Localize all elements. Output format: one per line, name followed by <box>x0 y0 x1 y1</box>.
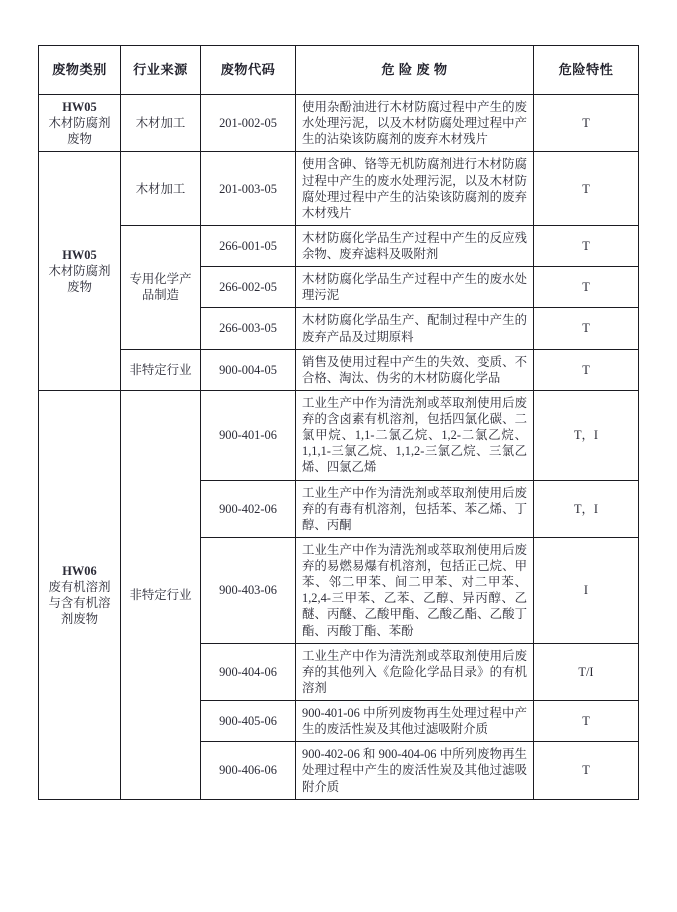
cell-industry-source: 木材加工 <box>121 152 201 226</box>
cell-hazardous-waste: 工业生产中作为清洗剂或萃取剂使用后废弃的有毒有机溶剂，包括苯、苯乙烯、丁醇、丙酮 <box>296 480 534 537</box>
column-header-category: 废物类别 <box>39 46 121 95</box>
cell-hazard-property: T <box>534 701 639 742</box>
category-name: 木材防腐剂废物 <box>48 116 111 147</box>
table-row <box>39 152 639 226</box>
cell-hazardous-waste: 木材防腐化学品生产过程中产生的废水处理污泥 <box>296 267 534 308</box>
table-row <box>39 390 639 480</box>
cell-waste-code: 900-403-06 <box>201 537 296 643</box>
cell-hazard-property: I <box>534 537 639 643</box>
cell-hazardous-waste: 使用含砷、铬等无机防腐剂进行木材防腐过程中产生的废水处理污泥，以及木材防腐处理过程中产生的沾染该防腐剂的废弃木材残片 <box>296 152 534 226</box>
cell-hazard-property: T，I <box>534 390 639 480</box>
cell-hazardous-waste: 工业生产中作为清洗剂或萃取剂使用后废弃的其他列入《危险化学品目录》的有机溶剂 <box>296 643 534 700</box>
table-row <box>39 95 639 152</box>
column-header-waste-code: 废物代码 <box>201 46 296 95</box>
cell-waste-code: 900-406-06 <box>201 742 296 799</box>
cell-hazard-property: T/I <box>534 643 639 700</box>
cell-hazardous-waste: 木材防腐化学品生产、配制过程中产生的废弃产品及过期原料 <box>296 308 534 349</box>
cell-hazard-property: T <box>534 225 639 266</box>
cell-hazard-property: T <box>534 308 639 349</box>
column-header-hazardous-waste: 危 险 废 物 <box>296 46 534 95</box>
cell-hazard-property: T <box>534 349 639 390</box>
cell-waste-code: 900-004-05 <box>201 349 296 390</box>
category-code: HW05 <box>62 247 97 262</box>
cell-hazard-property: T <box>534 95 639 152</box>
cell-hazardous-waste: 使用杂酚油进行木材防腐过程中产生的废水处理污泥，以及木材防腐处理过程中产生的沾染该防腐剂的废弃木材残片 <box>296 95 534 152</box>
cell-hazard-property: T，I <box>534 480 639 537</box>
category-name: 废有机溶剂与含有机溶剂废物 <box>48 579 111 626</box>
cell-industry-source: 专用化学产品制造 <box>121 225 201 349</box>
cell-industry-source: 木材加工 <box>121 95 201 152</box>
cell-hazardous-waste: 900-401-06 中所列废物再生处理过程中产生的废活性炭及其他过滤吸附介质 <box>296 701 534 742</box>
table-header-row <box>39 46 639 95</box>
cell-hazard-property: T <box>534 267 639 308</box>
cell-industry-source: 非特定行业 <box>121 349 201 390</box>
cell-hazardous-waste: 销售及使用过程中产生的失效、变质、不合格、淘汰、伪劣的木材防腐化学品 <box>296 349 534 390</box>
category-code: HW06 <box>62 563 97 578</box>
cell-waste-category <box>39 95 121 152</box>
cell-waste-category <box>39 390 121 799</box>
cell-waste-code: 900-404-06 <box>201 643 296 700</box>
cell-hazardous-waste: 900-402-06 和 900-404-06 中所列废物再生处理过程中产生的废活性炭及其他过滤吸附介质 <box>296 742 534 799</box>
category-name: 木材防腐剂废物 <box>48 264 111 295</box>
cell-waste-code: 201-003-05 <box>201 152 296 226</box>
cell-waste-code: 201-002-05 <box>201 95 296 152</box>
cell-waste-code: 900-401-06 <box>201 390 296 480</box>
table-row <box>39 225 639 266</box>
column-header-industry: 行业来源 <box>121 46 201 95</box>
cell-waste-code: 266-002-05 <box>201 267 296 308</box>
hazardous-waste-table <box>38 45 639 800</box>
cell-waste-code: 900-402-06 <box>201 480 296 537</box>
table-row <box>39 349 639 390</box>
cell-hazardous-waste: 木材防腐化学品生产过程中产生的反应残余物、废弃滤料及吸附剂 <box>296 225 534 266</box>
cell-hazard-property: T <box>534 152 639 226</box>
cell-waste-category <box>39 152 121 391</box>
cell-hazardous-waste: 工业生产中作为清洗剂或萃取剂使用后废弃的含卤素有机溶剂，包括四氯化碳、二氯甲烷、1,1-二氯乙烷、1,2-二氯乙烷、1,1,1-三氯乙烷、1,1,2-三氯乙烷、三氯乙烯、四氯乙烯 <box>296 390 534 480</box>
category-code: HW05 <box>62 100 97 114</box>
cell-waste-code: 266-001-05 <box>201 225 296 266</box>
column-header-hazard-property: 危险特性 <box>534 46 639 95</box>
cell-waste-code: 266-003-05 <box>201 308 296 349</box>
cell-hazard-property: T <box>534 742 639 799</box>
cell-waste-code: 900-405-06 <box>201 701 296 742</box>
cell-industry-source: 非特定行业 <box>121 390 201 799</box>
cell-hazardous-waste: 工业生产中作为清洗剂或萃取剂使用后废弃的易燃易爆有机溶剂，包括正己烷、甲苯、邻二甲苯、间二甲苯、对二甲苯、1,2,4-三甲苯、乙苯、乙醇、异丙醇、乙醚、丙醚、乙酸甲酯、乙酸乙酯、乙酸丁酯、丙酸丁酯、苯酚 <box>296 537 534 643</box>
